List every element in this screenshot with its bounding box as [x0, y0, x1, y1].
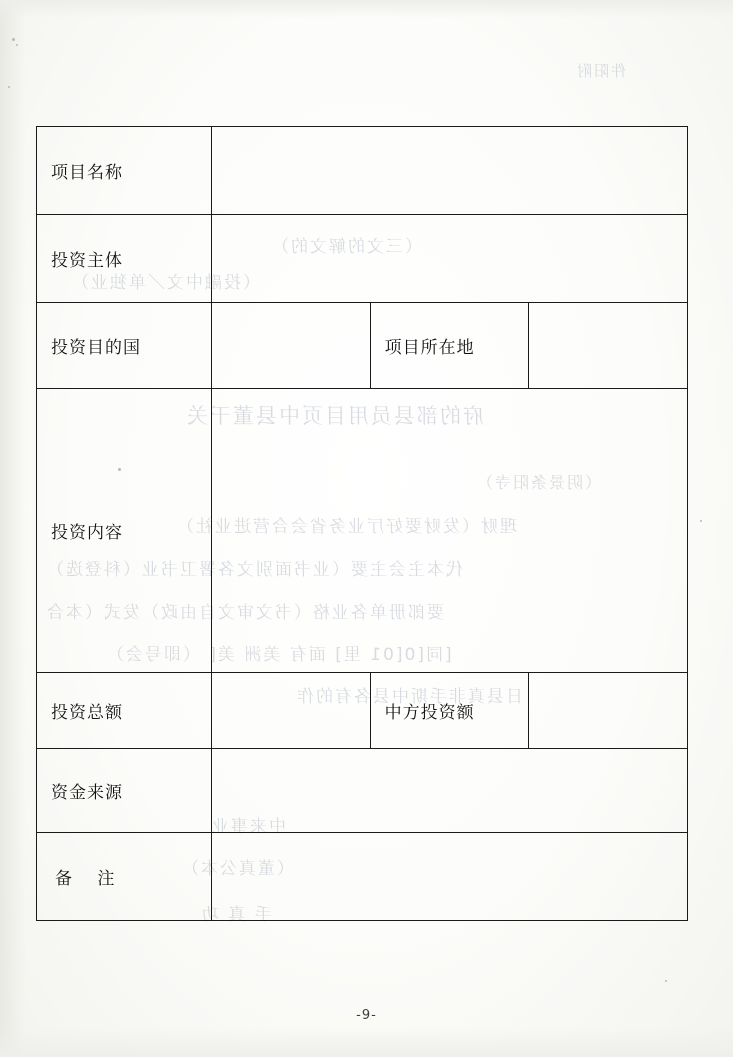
table-row	[37, 673, 688, 749]
label-investment-content: 投资内容	[37, 389, 212, 673]
bleed-through-text: （阴景条阳寺）	[475, 473, 602, 492]
paper-speck	[8, 86, 10, 88]
field-project-name[interactable]	[212, 127, 688, 215]
paper-speck	[700, 520, 702, 522]
field-investment-content[interactable]	[212, 389, 688, 673]
field-remark[interactable]	[212, 833, 688, 921]
bleed-through-text: 中来事业	[210, 817, 286, 837]
field-project-location[interactable]	[529, 303, 688, 389]
bleed-through-text: （三文的解文的）	[270, 237, 422, 257]
bleed-through-text: 件阳附	[575, 62, 627, 80]
bleed-through-text: 手 真 功	[200, 905, 272, 925]
paper-speck	[12, 38, 15, 41]
paper-speck	[665, 980, 667, 982]
bleed-through-text: （董真公本）	[180, 859, 294, 879]
scan-shadow-top	[0, 0, 733, 18]
table-row	[37, 215, 688, 303]
label-project-name: 项目名称	[37, 127, 212, 215]
bleed-through-text: 日县真非手斯中县各有的作	[295, 687, 523, 707]
bleed-through-text: [同[0[01 里] 面有 美洲 美[ （即号会）	[105, 645, 452, 665]
label-fund-source: 资金来源	[37, 749, 212, 833]
bleed-through-text: 府的部县员用目页中县董干关	[185, 404, 484, 428]
bleed-through-text: （投融中文／单独业）	[70, 273, 260, 293]
bleed-through-text: 代本主会主要（业书面别文各署卫书业（科登选）	[45, 560, 463, 580]
scan-shadow-bottom	[0, 1027, 733, 1057]
investment-form-table	[36, 126, 688, 920]
field-fund-source[interactable]	[212, 749, 688, 833]
label-investment-country: 投资目的国	[37, 303, 212, 389]
table-row	[37, 749, 688, 833]
field-chinese-investment[interactable]	[529, 673, 688, 749]
field-investor[interactable]	[212, 215, 688, 303]
label-total-investment: 投资总额	[37, 673, 212, 749]
table-row	[37, 389, 688, 673]
paper-speck	[16, 44, 18, 46]
page-number: -9-	[356, 1008, 377, 1023]
field-investment-country[interactable]	[212, 303, 371, 389]
field-total-investment[interactable]	[212, 673, 371, 749]
table-row	[37, 833, 688, 921]
bleed-through-text: 理财（发财要好厅业务省会合营进业社）	[175, 517, 517, 537]
scan-shadow-left	[0, 0, 26, 1057]
label-chinese-investment: 中方投资额	[370, 673, 529, 749]
label-remark: 备 注	[37, 833, 212, 921]
label-investor: 投资主体	[37, 215, 212, 303]
label-project-location: 项目所在地	[370, 303, 529, 389]
table-row	[37, 127, 688, 215]
table-row	[37, 303, 688, 389]
bleed-through-text: 要郎册单各业格（书文审文自由政）发式（本合	[45, 603, 444, 623]
